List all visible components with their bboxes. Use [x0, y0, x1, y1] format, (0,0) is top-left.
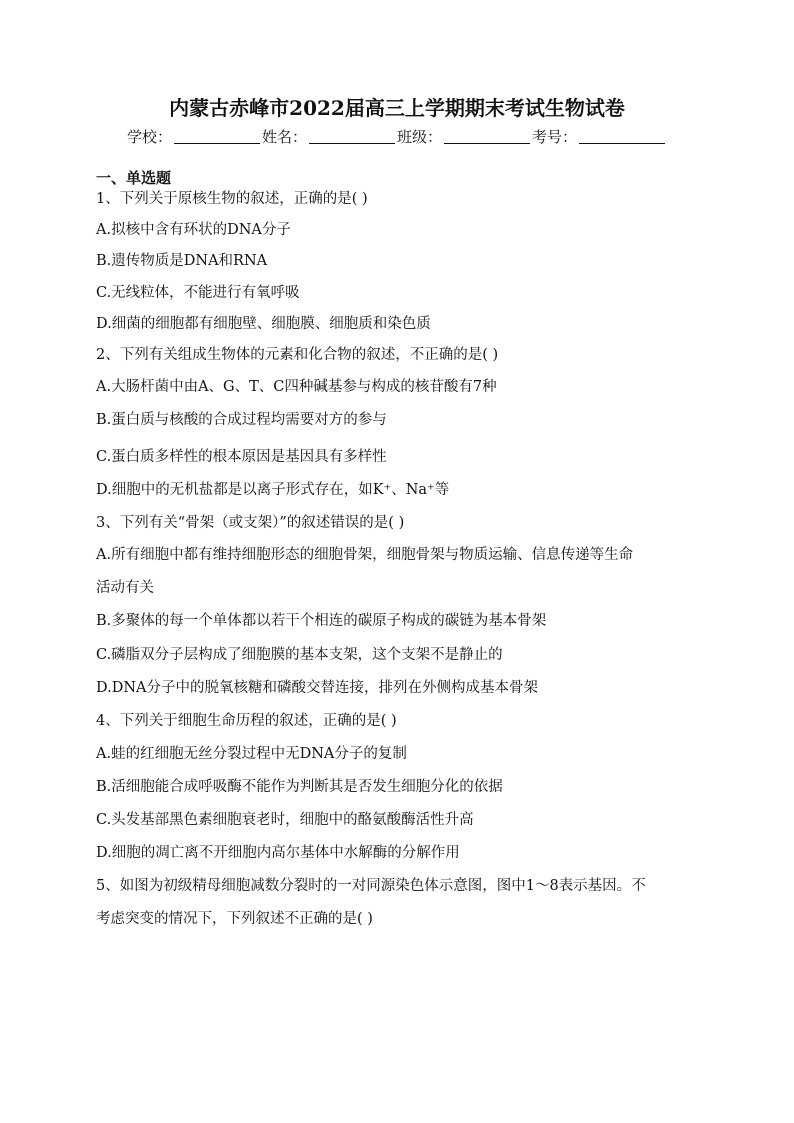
exam-no-blank[interactable] — [579, 129, 665, 144]
exam-no-label: 考号： — [532, 128, 578, 146]
q4-option-c: C.头发基部黑色素细胞衰老时，细胞中的酪氨酸酶活性升高 — [96, 812, 474, 828]
question-stem-5-cont: 考虑突变的情况下，下列叙述不正确的是( ) — [96, 911, 373, 927]
q3-option-d: D.DNA分子中的脱氧核糖和磷酸交替连接，排列在外侧构成基本骨架 — [96, 680, 538, 696]
q4-option-a: A.蛙的红细胞无丝分裂过程中无DNA分子的复制 — [96, 746, 407, 762]
q3-option-c: C.磷脂双分子层构成了细胞膜的基本支架，这个支架不是静止的 — [96, 647, 503, 663]
q3-option-a: A.所有细胞中都有维持细胞形态的细胞骨架，细胞骨架与物质运输、信息传递等生命 — [96, 547, 634, 563]
q1-option-b: B.遗传物质是DNA和RNA — [96, 253, 268, 269]
section-heading: 一、单选题 — [96, 169, 172, 187]
q4-option-b: B.活细胞能合成呼吸酶不能作为判断其是否发生细胞分化的依据 — [96, 779, 503, 795]
q2-option-b: B.蛋白质与核酸的合成过程均需要对方的参与 — [96, 412, 387, 428]
question-stem-1: 1、下列关于原核生物的叙述，正确的是( ) — [96, 191, 368, 207]
q2-option-a: A.大肠杆菌中由A、G、T、C四种碱基参与构成的核苷酸有7种 — [96, 379, 497, 395]
question-stem-4: 4、下列关于细胞生命历程的叙述，正确的是( ) — [96, 713, 397, 729]
q1-option-d: D.细菌的细胞都有细胞壁、细胞膜、细胞质和染色质 — [96, 316, 431, 332]
class-blank[interactable] — [444, 129, 530, 144]
q3-option-b: B.多聚体的每一个单体都以若干个相连的碳原子构成的碳链为基本骨架 — [96, 613, 547, 629]
question-stem-2: 2、下列有关组成生物体的元素和化合物的叙述，不正确的是( ) — [96, 347, 499, 363]
school-blank[interactable] — [174, 129, 260, 144]
class-label: 班级： — [397, 128, 443, 146]
school-label: 学校： — [126, 128, 172, 146]
student-info-line — [0, 126, 794, 147]
page-title: 内蒙古赤峰市2022届高三上学期期末考试生物试卷 — [169, 96, 625, 120]
question-stem-5: 5、如图为初级精母细胞减数分裂时的一对同源染色体示意图，图中1～8表示基因。不 — [96, 878, 646, 894]
name-blank[interactable] — [309, 129, 395, 144]
name-label: 姓名： — [261, 128, 307, 146]
question-stem-3: 3、下列有关“骨架（或支架）”的叙述错误的是( ) — [96, 515, 405, 531]
q4-option-d: D.细胞的凋亡离不开细胞内高尔基体中水解酶的分解作用 — [96, 845, 460, 861]
q2-option-d: D.细胞中的无机盐都是以离子形式存在，如K⁺、Na⁺等 — [96, 482, 450, 498]
q2-option-c: C.蛋白质多样性的根本原因是基因具有多样性 — [96, 449, 387, 465]
q1-option-c: C.无线粒体，不能进行有氧呼吸 — [96, 285, 300, 301]
q3-option-a-cont: 活动有关 — [96, 580, 154, 596]
q1-option-a: A.拟核中含有环状的DNA分子 — [96, 222, 291, 238]
